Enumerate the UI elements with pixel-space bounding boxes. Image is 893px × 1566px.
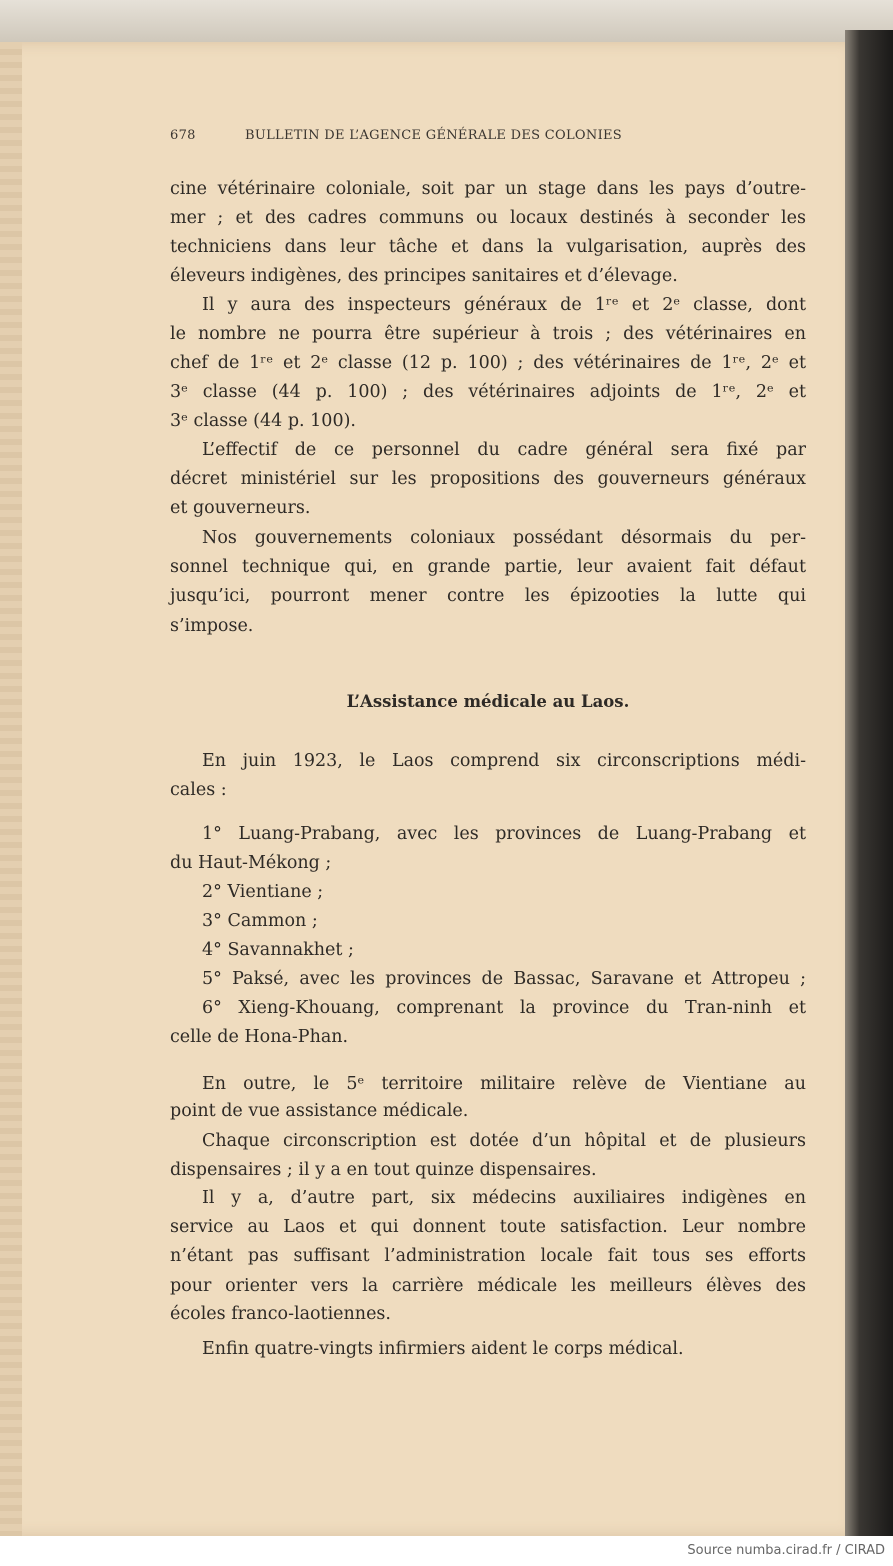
text-line: 5° Paksé, avec les provinces de Bassac, Saravane et Attropeu ; — [202, 969, 806, 989]
text-line: En outre, le 5ᵉ territoire militaire relève de Vientiane au — [202, 1074, 806, 1094]
text-line: 3ᵉ classe (44 p. 100) ; des vétérinaires adjoints de 1ʳᵉ, 2ᵉ et — [170, 382, 806, 402]
source-credit: Source numba.cirad.fr / CIRAD — [687, 1543, 885, 1558]
text-line: jusqu’ici, pourront mener contre les épizooties la lutte qui — [170, 586, 806, 606]
text-line: 3ᵉ classe (44 p. 100). — [170, 411, 356, 431]
text-line: sonnel technique qui, en grande partie, leur avaient fait défaut — [170, 557, 806, 577]
text-line: cales : — [170, 780, 227, 800]
page-top-edge — [0, 0, 893, 42]
text-line: le nombre ne pourra être supérieur à trois ; des vétérinaires en — [170, 324, 806, 344]
book-spine-edge — [845, 30, 893, 1536]
text-line: éleveurs indigènes, des principes sanitaires et d’élevage. — [170, 266, 678, 286]
text-line: cine vétérinaire coloniale, soit par un stage dans les pays d’outre- — [170, 179, 806, 199]
section-heading: L’Assistance médicale au Laos. — [346, 692, 630, 711]
running-title: BULLETIN DE L’AGENCE GÉNÉRALE DES COLONIES — [245, 128, 622, 143]
text-line: pour orienter vers la carrière médicale les meilleurs élèves des — [170, 1276, 806, 1296]
text-line: écoles franco-laotiennes. — [170, 1304, 391, 1324]
text-line: point de vue assistance médicale. — [170, 1101, 469, 1121]
text-line: chef de 1ʳᵉ et 2ᵉ classe (12 p. 100) ; des vétérinaires de 1ʳᵉ, 2ᵉ et — [170, 353, 806, 373]
page-left-edge — [0, 42, 22, 1536]
text-line: L’effectif de ce personnel du cadre général sera fixé par — [202, 440, 806, 460]
text-line: 1° Luang-Prabang, avec les provinces de Luang-Prabang et — [202, 824, 806, 844]
text-line: 6° Xieng-Khouang, comprenant la province du Tran-ninh et — [202, 998, 806, 1018]
text-line: du Haut-Mékong ; — [170, 853, 332, 873]
text-line: 2° Vientiane ; — [202, 882, 324, 902]
text-line: Il y a, d’autre part, six médecins auxiliaires indigènes en — [202, 1188, 806, 1208]
text-line: Il y aura des inspecteurs généraux de 1ʳᵉ et 2ᵉ classe, dont — [202, 295, 806, 315]
text-line: Nos gouvernements coloniaux possédant désormais du per- — [202, 528, 806, 548]
text-line: dispensaires ; il y a en tout quinze dispensaires. — [170, 1160, 597, 1180]
text-line: et gouverneurs. — [170, 498, 311, 518]
text-line: Enfin quatre-vingts infirmiers aident le corps médical. — [202, 1339, 684, 1359]
text-line: En juin 1923, le Laos comprend six circonscriptions médi- — [202, 751, 806, 771]
text-line: 4° Savannakhet ; — [202, 940, 354, 960]
text-line: décret ministériel sur les propositions des gouverneurs généraux — [170, 469, 806, 489]
text-line: n’étant pas suffisant l’administration locale fait tous ses efforts — [170, 1246, 806, 1266]
text-line: mer ; et des cadres communs ou locaux destinés à seconder les — [170, 208, 806, 228]
text-line: service au Laos et qui donnent toute satisfaction. Leur nombre — [170, 1217, 806, 1237]
text-line: Chaque circonscription est dotée d’un hôpital et de plusieurs — [202, 1131, 806, 1151]
page-number: 678 — [170, 128, 196, 143]
text-line: s’impose. — [170, 616, 254, 636]
text-line: celle de Hona-Phan. — [170, 1027, 349, 1047]
text-line: techniciens dans leur tâche et dans la vulgarisation, auprès des — [170, 237, 806, 257]
text-line: 3° Cammon ; — [202, 911, 318, 931]
